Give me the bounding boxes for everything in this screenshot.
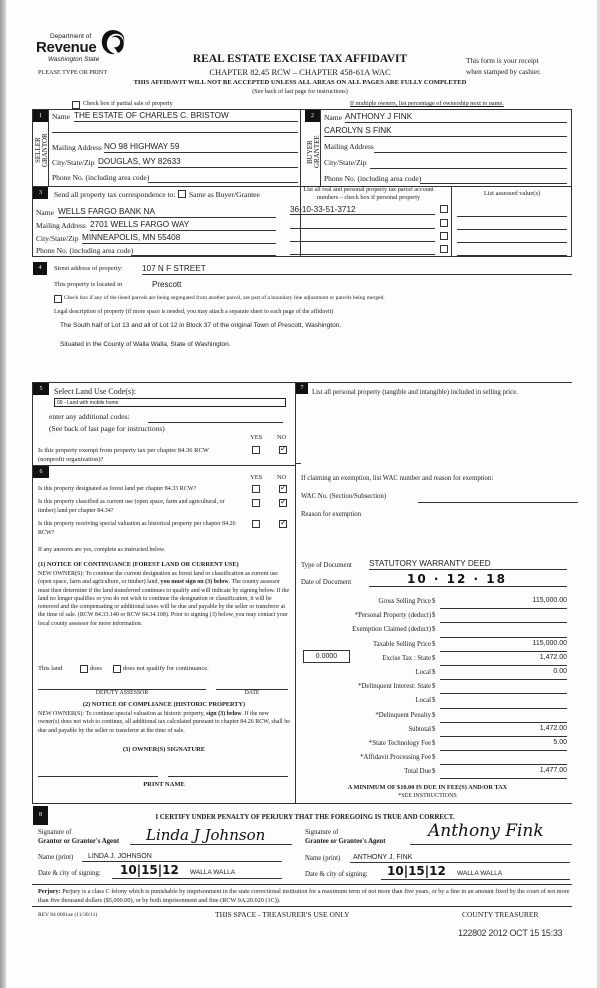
excise-tax-local-field[interactable]: 0.00 [440, 666, 567, 680]
tax-name-field[interactable]: WELLS FARGO BANK NA [58, 207, 276, 218]
tax-city-field[interactable]: MINNEAPOLIS, MN 55408 [82, 233, 276, 244]
section-3-number: 3 [33, 187, 48, 199]
section-1-number: 1 [33, 110, 48, 122]
affidavit-processing-fee-field[interactable] [440, 751, 567, 765]
currency-symbol: $ [432, 754, 436, 762]
subtotal-field[interactable]: 1,472.00 [440, 723, 567, 737]
divider [32, 382, 33, 803]
segregated-label: Check box if any of the listed parcels are being segregated from another parcel, are part of a boundary line adjustment or parcels being merged. [64, 295, 385, 301]
form-id: REV 84 0001ae (11/30/11) [38, 912, 98, 918]
buyer-name-label: Name [324, 113, 342, 122]
notice-compliance-text [38, 710, 290, 735]
delinquent-interest-state-field[interactable] [440, 680, 567, 694]
document-type-field[interactable]: STATUTORY WARRANTY DEED [369, 559, 567, 570]
currency-symbol: $ [432, 725, 436, 733]
partial-sale-checkbox[interactable] [72, 101, 80, 109]
buyer-phone-field[interactable] [420, 182, 567, 184]
grantor-date-label: Date & city of signing: [38, 870, 101, 877]
multiple-owners-note: If multiple owners, list percentage of ownership next to name. [350, 100, 504, 107]
print-name-label: PRINT NAME [143, 781, 185, 788]
buyer-mailing-label: Mailing Address [324, 142, 374, 151]
assessed-field-2[interactable] [457, 228, 567, 230]
form-title: REAL ESTATE EXCISE TAX AFFIDAVIT [192, 53, 408, 65]
tax-city-label: City/State/Zip [36, 234, 79, 243]
seller-name-field[interactable]: THE ESTATE OF CHARLES C. BRISTOW [74, 111, 298, 122]
currency-symbol: $ [432, 740, 436, 748]
does-not-qualify-checkbox[interactable] [113, 665, 121, 673]
buyer-city-field[interactable] [370, 167, 567, 169]
current-use-question: Is this property classified as current use (open space, farm and agricultural, or timber) land per chapter 84.34? [38, 499, 225, 514]
grantee-date-city-field[interactable] [381, 865, 570, 880]
legal-description-line2[interactable]: Situated in the County of Walla Walla, State of Washington. [60, 341, 231, 348]
logo-line3: Washington State [48, 56, 100, 63]
delinquent-interest-local-field[interactable] [440, 694, 567, 708]
grantor-signature-label-1: Signature of [38, 829, 72, 836]
total-due-label: Total Due [404, 768, 431, 776]
gross-selling-price-label: Gross Selling Price [378, 598, 431, 605]
seller-mailing-label: Mailing Address [52, 143, 102, 152]
grantor-date-city-field[interactable] [112, 864, 282, 879]
taxable-selling-price-label: Taxable Selling Price [372, 640, 431, 648]
grantor-label: GRANTOR [41, 133, 49, 167]
grantee-name-field[interactable]: ANTHONY J. FINK [350, 854, 570, 863]
located-in-label: This property is located in [54, 281, 123, 288]
grantee-date-label: Date & city of signing: [305, 871, 368, 878]
notice-compliance-title: (2) NOTICE OF COMPLIANCE (HISTORIC PROPERTY) [82, 701, 246, 708]
tax-name-label: Name [36, 208, 54, 217]
currency-symbol: $ [432, 711, 436, 719]
tax-phone-field[interactable] [131, 254, 276, 256]
exemption-reason-label: Reason for exemption [301, 511, 362, 518]
gross-selling-price-field[interactable]: 115,000.00 [440, 595, 567, 609]
current-use-yes-checkbox[interactable] [252, 499, 260, 507]
print-name-line-2[interactable] [168, 802, 288, 804]
parcels-header [286, 186, 451, 202]
parcel-number-field-2[interactable] [290, 227, 435, 229]
currency-symbol: $ [432, 598, 436, 605]
exemption-claimed-field[interactable] [440, 623, 567, 637]
logo-line1: Department of [50, 33, 92, 40]
completion-warning: THIS AFFIDAVIT WILL NOT BE ACCEPTED UNLESS ALL AREAS ON ALL PAGES ARE FULLY COMPLETED [133, 79, 467, 86]
excise-tax-state-field[interactable]: 1,472.00 [440, 652, 567, 666]
currency-symbol: $ [432, 626, 436, 634]
assessor-date-label: DATE [244, 690, 260, 696]
receipt-note-1: This form is your receipt [466, 56, 539, 65]
deputy-assessor-label: DEPUTY ASSESSOR [95, 690, 149, 696]
receipt-note-2: when stamped by cashier. [466, 67, 541, 76]
seller-city-label: City/State/Zip [52, 158, 95, 167]
currency-symbol: $ [432, 612, 436, 620]
grantor-name-label: Name (print) [38, 854, 74, 861]
currency-symbol: $ [432, 640, 436, 648]
perjury-bold: Perjury: [38, 888, 61, 895]
forest-yes-checkbox[interactable] [252, 485, 260, 493]
legal-description-label: Legal description of property (if more space is needed, you may attach a separate sheet to each page of the affidavit) [54, 309, 334, 315]
personal-property-deduct-label: *Personal Property (deduct) [354, 612, 431, 620]
exempt-no-checkbox[interactable] [279, 446, 287, 454]
no-header: NO [277, 474, 287, 481]
dor-logo [36, 28, 136, 68]
delinquent-penalty-label: *Delinquent Penalty [375, 711, 431, 719]
minimum-due-note: A MINIMUM OF $10.00 IS DUE IN FEE(S) AND/OR TAX [347, 784, 508, 791]
yes-header: YES [250, 474, 263, 481]
section-2-number: 2 [305, 110, 320, 122]
divider [295, 382, 296, 803]
section-8-number: 8 [33, 806, 48, 825]
divider [32, 465, 295, 466]
currency-symbol: $ [432, 768, 436, 776]
grantor-name-field[interactable]: LINDA J. JOHNSON [82, 853, 282, 862]
segregated-checkbox[interactable] [54, 295, 62, 303]
does-qualify-checkbox[interactable] [80, 665, 88, 673]
divider [32, 906, 572, 907]
exempt-yes-checkbox[interactable] [252, 446, 260, 454]
fee-labels [301, 595, 431, 780]
perjury-notice [38, 887, 574, 905]
personal-property-checkbox-4[interactable] [440, 245, 448, 253]
grantee-city-value: WALLA WALLA [457, 870, 503, 877]
section-4-number: 4 [33, 262, 47, 275]
fee-values [440, 595, 567, 779]
yes-header: YES [250, 434, 263, 441]
treasurer-use-only: THIS SPACE - TREASURER'S USE ONLY [215, 910, 350, 919]
notice-text: . The county assessor must then determine if the land transferred continues to qualify and will indicate by signing below. If the land no longer qualifies or you do not wish to continue the designation or classification, it will be removed and the compensating or additional taxes will be due and payable by the seller or transferor at the time of sale. (RCW 84.33.140 or RCW 84.34.108). Prior to signing (3) below, you may contact your local county assessor for more information. [38, 579, 290, 627]
exempt-question: Is this property exempt from property tax per chapter 84.36 RCW (nonprofit organization)? [38, 447, 209, 463]
state-technology-fee-field[interactable]: 5.00 [440, 737, 567, 751]
grantor-city-value: WALLA WALLA [190, 869, 236, 876]
land-use-see-back: (See back of last page for instructions) [49, 424, 165, 433]
print-name-line-1[interactable] [38, 802, 158, 804]
taxable-selling-price-field[interactable]: 115,000.00 [440, 638, 567, 652]
currency-symbol: $ [432, 683, 436, 691]
seller-phone-label: Phone No. (including area code) [52, 173, 150, 182]
located-in-value[interactable]: Prescott [152, 280, 182, 289]
notice-text: NEW OWNER(S): To continue special valuation as historic property, [38, 711, 205, 717]
street-address-label: Street address of property: [54, 265, 123, 272]
tax-mailing-field[interactable]: 2701 WELLS FARGO WAY [90, 220, 276, 231]
personal-property-checkbox-3[interactable] [440, 232, 448, 240]
excise-tax-state-label: Excise Tax : State [382, 654, 431, 662]
if-yes-note: If any answers are yes, complete as instructed below. [38, 547, 166, 553]
grantee-signature-label-2: Grantee or Grantee's Agent [305, 838, 386, 845]
parcel-number-field-4[interactable] [290, 253, 435, 255]
buyer-label: BUYER [306, 140, 314, 164]
owner-signature-title: (3) OWNER(S) SIGNATURE [122, 746, 206, 753]
wac-label: WAC No. (Section/Subsection) [301, 493, 387, 500]
grantor-date-value: 10|15|12 [120, 863, 179, 877]
divider [32, 884, 572, 885]
currency-symbol: $ [432, 654, 436, 662]
county-treasurer-label: COUNTY TREASURER [462, 910, 539, 919]
dor-swirl-icon [100, 28, 126, 56]
seller-mailing-field[interactable]: NO 98 HIGHWAY 59 [104, 142, 298, 153]
personal-property-checkbox-1[interactable] [440, 205, 448, 213]
buyer-name2-field[interactable]: CAROLYN S FINK [324, 126, 567, 137]
divider [300, 109, 301, 257]
delinquent-penalty-field[interactable] [440, 709, 567, 723]
assessed-field-3[interactable] [457, 241, 567, 243]
currency-symbol: $ [432, 697, 436, 705]
wac-field[interactable] [418, 501, 578, 503]
document-date-field[interactable]: 10 · 12 · 18 [369, 572, 567, 587]
notice-bold: sign (3) below [206, 711, 242, 717]
grantor-signature-label-2: Grantor or Grantor's Agent [38, 838, 120, 845]
same-as-buyer-checkbox[interactable] [178, 190, 186, 198]
perjury-text: Perjury is a class C felony which is punishable by imprisonment in the state correctional institution for a maximum term of not more than five years, or by a fine in an amount fixed by the court of not more than five thousand dollars ($5,000.00), or by both imprisonment and fine (RCW 9A.20.020 (1C)). [38, 888, 570, 904]
grantee-date-value: 10|15|12 [387, 864, 446, 878]
assessed-field-4[interactable] [457, 254, 567, 256]
buyer-phone-label: Phone No. (including area code) [324, 174, 422, 183]
buyer-name-field[interactable]: ANTHONY J FINK [345, 112, 567, 123]
seller-name2-field[interactable] [52, 131, 298, 133]
street-address-field[interactable]: 107 N F STREET [142, 264, 572, 275]
grantee-signature-field[interactable]: Anthony Fink [410, 816, 572, 845]
parcel-number-field-3[interactable] [290, 240, 435, 242]
delinquent-interest-local-label: Local [415, 697, 431, 705]
historic-yes-checkbox[interactable] [252, 520, 260, 528]
affidavit-processing-fee-label: *Affidavit Processing Fee [360, 754, 431, 762]
currency-column [432, 595, 440, 780]
land-use-label: Select Land Use Code(s): [54, 387, 136, 396]
send-correspondence-label: Send all property tax correspondence to: [54, 190, 176, 199]
type-or-print: PLEASE TYPE OR PRINT [38, 69, 108, 76]
subtotal-label: Subtotal [408, 725, 431, 733]
grantor-signature-field[interactable]: Linda J Johnson [130, 826, 292, 845]
form-subtitle: CHAPTER 82.45 RCW – CHAPTER 458-61A WAC [209, 67, 391, 77]
section-5-number: 5 [33, 383, 49, 395]
seller-phone-field[interactable] [148, 181, 298, 183]
grantee-name-label: Name (print) [305, 855, 341, 862]
historic-question: Is this property receiving special valuation as historical property per chapter 84.26 RCW? [38, 521, 236, 536]
additional-codes-field[interactable] [148, 421, 283, 423]
does-not-label: does not qualify for continuance. [123, 665, 209, 672]
owner-signature-line-1[interactable] [38, 775, 158, 777]
currency-symbol: $ [432, 669, 436, 677]
delinquent-interest-state-label: *Delinquent Interest: State [358, 683, 431, 691]
document-type-label: Type of Document [301, 562, 352, 569]
additional-codes-label: enter any additional codes: [49, 412, 130, 421]
exemption-label: If claiming an exemption, list WAC number and reason for exemption: [301, 475, 494, 482]
personal-property-checkbox-2[interactable] [440, 219, 448, 227]
excise-tax-local-label: Local [415, 669, 431, 677]
tax-mailing-label: Mailing Address [36, 221, 86, 230]
seller-label: SELLER [34, 137, 42, 163]
forest-no-checkbox[interactable] [279, 485, 287, 493]
tax-phone-label: Phone No. (including area code) [36, 246, 134, 255]
state-technology-fee-label: *State Technology Fee [368, 740, 431, 748]
see-back-note: (See back of last page for instructions) [252, 88, 348, 95]
historic-no-checkbox[interactable] [279, 520, 287, 528]
assessed-field-1[interactable] [457, 215, 567, 217]
grantee-label: GRANTEE [313, 135, 321, 169]
personal-property-deduct-field[interactable] [440, 609, 567, 623]
notice-bold: you must sign on (3) below [160, 579, 229, 586]
this-land-label: This land [38, 665, 63, 672]
assessed-header: List assessed value(s) [483, 190, 541, 197]
exemption-claimed-label: Exemption Claimed (deduct) [352, 626, 431, 634]
logo-line2: Revenue [36, 39, 97, 56]
partial-sale-label: Check box if partial sale of property [83, 100, 173, 107]
parcels-header-line2: numbers – check box if personal property [316, 194, 421, 201]
section-6-number: 6 [33, 466, 49, 478]
legal-description-line1[interactable]: The South half of Lot 13 and all of Lot 12 in Block 37 of the original Town of Prescott, Washington. [60, 322, 342, 329]
forest-question: Is this property designated as forest land per chapter 84.33 RCW? [38, 486, 197, 492]
no-header: NO [277, 434, 287, 441]
notice-text: NEW OWNER(S): To continue the current designation as forest land or classification as current use (open space, farm and agriculture, or timber) land, [38, 571, 278, 586]
current-use-no-checkbox[interactable] [279, 499, 287, 507]
personal-property-label: List all personal property (tangible and intangible) included in selling price. [312, 389, 518, 396]
parcel-number-field-1[interactable]: 36-10-33-51-3712 [290, 205, 435, 215]
section-7-number: 7 [296, 383, 308, 394]
parcels-header-line1: List all real and personal property tax parcel account [303, 186, 434, 193]
treasurer-stamp: 122802 2012 OCT 15 15:33 [458, 928, 563, 938]
seller-name-label: Name [52, 112, 70, 121]
divider [295, 463, 301, 464]
notice-continuance-title: (1) NOTICE OF CONTINUANCE (FOREST LAND OR CURRENT USE) [38, 561, 239, 568]
buyer-mailing-field[interactable] [374, 151, 567, 153]
does-label: does [90, 665, 102, 672]
document-date-label: Date of Document [301, 579, 352, 586]
notice-text: . If the new owner(s) does not wish to continue, all additional tax calculated pursuant to chapter 84.26 RCW, shall be due and payable by the seller or transferor at the time of sale. [38, 711, 290, 734]
local-rate-field[interactable]: 0.0000 [303, 650, 350, 663]
notice-continuance-text [38, 570, 290, 628]
seller-city-field[interactable]: DOUGLAS, WY 82633 [98, 157, 298, 168]
land-use-select[interactable]: 09 - Land with mobile home [54, 398, 286, 407]
certify-statement: I CERTIFY UNDER PENALTY OF PERJURY THAT THE FOREGOING IS TRUE AND CORRECT. [155, 814, 455, 821]
grantee-signature-label-1: Signature of [305, 829, 339, 836]
same-as-buyer-label: Same as Buyer/Grantee [189, 190, 260, 199]
buyer-city-label: City/State/Zip [324, 158, 367, 167]
scan-edge-left [0, 0, 6, 988]
owner-signature-line-2[interactable] [168, 775, 288, 777]
see-instructions-note: *SEE INSTRUCTIONS [398, 793, 457, 799]
total-due-field[interactable]: 1,477.00 [440, 765, 567, 779]
